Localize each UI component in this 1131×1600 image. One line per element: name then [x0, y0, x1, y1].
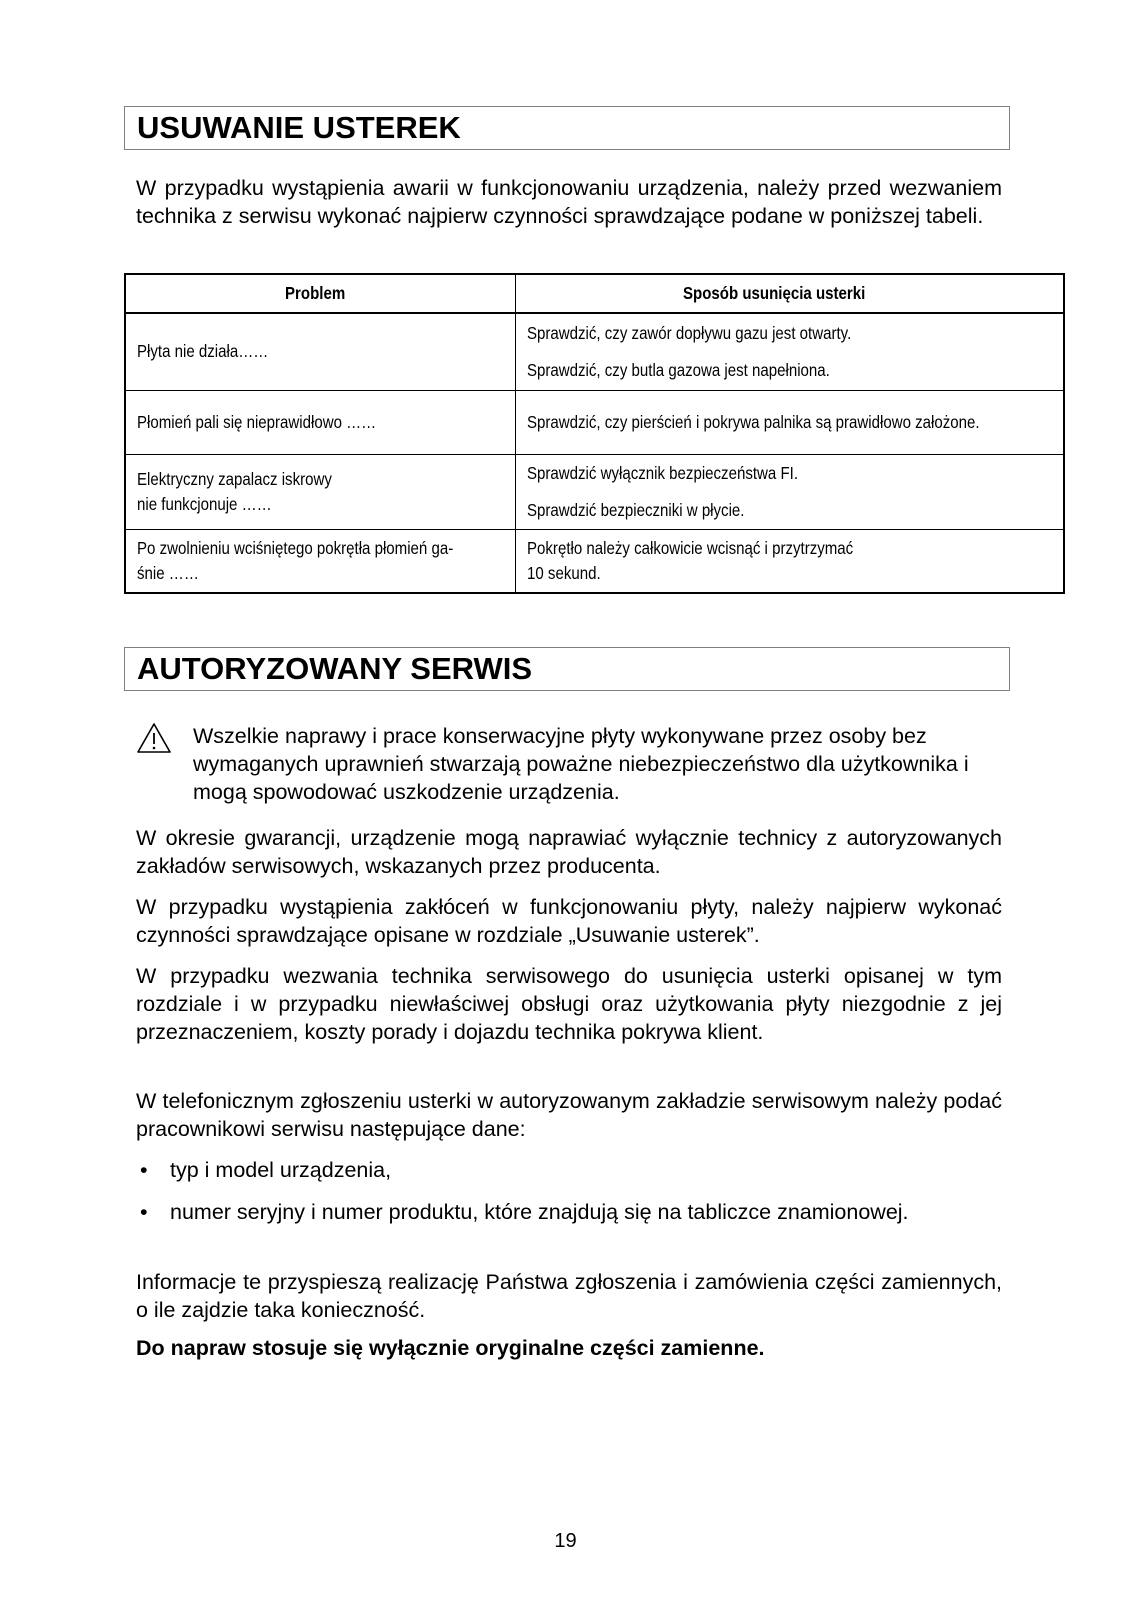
table-row [125, 390, 1064, 454]
section-title-authorized-service: AUTORYZOWANY SERWIS [124, 647, 1010, 691]
header-solution: Sposób usunięcia usterki [515, 274, 1064, 313]
bullet-dot-icon: • [140, 1158, 148, 1182]
warning-block [136, 722, 1002, 806]
required-data-list [136, 1156, 1002, 1240]
list-item: • numer seryjny i numer produktu, które znajdują się na tabliczce znamionowej. [140, 1200, 909, 1224]
problem-cell: Płyta nie działa…… [125, 313, 515, 390]
solution-cell: Sprawdzić wyłącznik bezpieczeństwa FI. Sprawdzić bezpieczniki w płycie. [515, 454, 1064, 529]
troubleshooting-table [124, 273, 1065, 594]
bullet-dot-icon: • [140, 1200, 148, 1224]
table-row [125, 313, 1064, 390]
problem-cell: Płomień pali się nieprawidłowo …… [125, 390, 515, 454]
closing-paragraph: Informacje te przyspieszą realizację Państwa zgłoszenia i zamówienia części zamiennych, o ile zajdzie taka konieczność. [136, 1270, 1002, 1322]
warning-triangle-icon [136, 722, 172, 754]
section-title-troubleshooting: USUWANIE USTEREK [124, 106, 1010, 150]
solution-cell: Pokrętło należy całkowicie wcisnąć i przytrzymać 10 sekund. [515, 529, 1064, 593]
warranty-paragraph: W okresie gwarancji, urządzenie mogą naprawiać wyłącznie technicy z autoryzowanych zakładów serwisowych, wskazanych przez producenta. [136, 826, 1002, 878]
table-row [125, 529, 1064, 593]
page-number: 19 [554, 1530, 577, 1552]
problem-cell: Po zwolnieniu wciśniętego pokrętła płomień ga- śnie …… [125, 529, 515, 593]
table-header-row [125, 274, 1064, 313]
cost-paragraph: W przypadku wezwania technika serwisowego do usunięcia usterki opisanej w tym rozdziale i w przypadku niewłaściwej obsługi oraz użytkowania płyty niezgodnie z jej przeznaczeniem, koszty porady i dojazdu technika pokrywa klient. [136, 964, 1002, 1044]
table-row [125, 454, 1064, 529]
phone-report-paragraph: W telefonicznym zgłoszeniu usterki w autoryzowanym zakładzie serwisowym należy podać pracownikowi serwisu następujące dane: [136, 1089, 1002, 1141]
header-problem: Problem [125, 274, 515, 313]
malfunction-paragraph: W przypadku wystąpienia zakłóceń w funkcjonowaniu płyty, należy najpierw wykonać czynności sprawdzające opisane w rozdziale „Usuwanie usterek”. [136, 895, 1002, 947]
list-item: • typ i model urządzenia, [140, 1158, 392, 1182]
solution-cell: Sprawdzić, czy pierścień i pokrywa palnika są prawidłowo założone. [515, 390, 1064, 454]
original-parts-note: Do napraw stosuje się wyłącznie oryginalne części zamienne. [136, 1336, 765, 1360]
warning-text: Wszelkie naprawy i prace konserwacyjne płyty wykonywane przez osoby bez wymaganych uprawnień stwarzają poważne niebezpieczeństwo dla użytkownika i mogą spowodować uszkodzenie urządzenia. [193, 724, 969, 804]
problem-cell: Elektryczny zapalacz iskrowy nie funkcjonuje …… [125, 454, 515, 529]
solution-cell: Sprawdzić, czy zawór dopływu gazu jest otwarty. Sprawdzić, czy butla gazowa jest napełniona. [515, 313, 1064, 390]
intro-paragraph: W przypadku wystąpienia awarii w funkcjonowaniu urządzenia, należy przed wezwaniem technika z serwisu wykonać najpierw czynności sprawdzające podane w poniższej tabeli. [136, 176, 1002, 228]
